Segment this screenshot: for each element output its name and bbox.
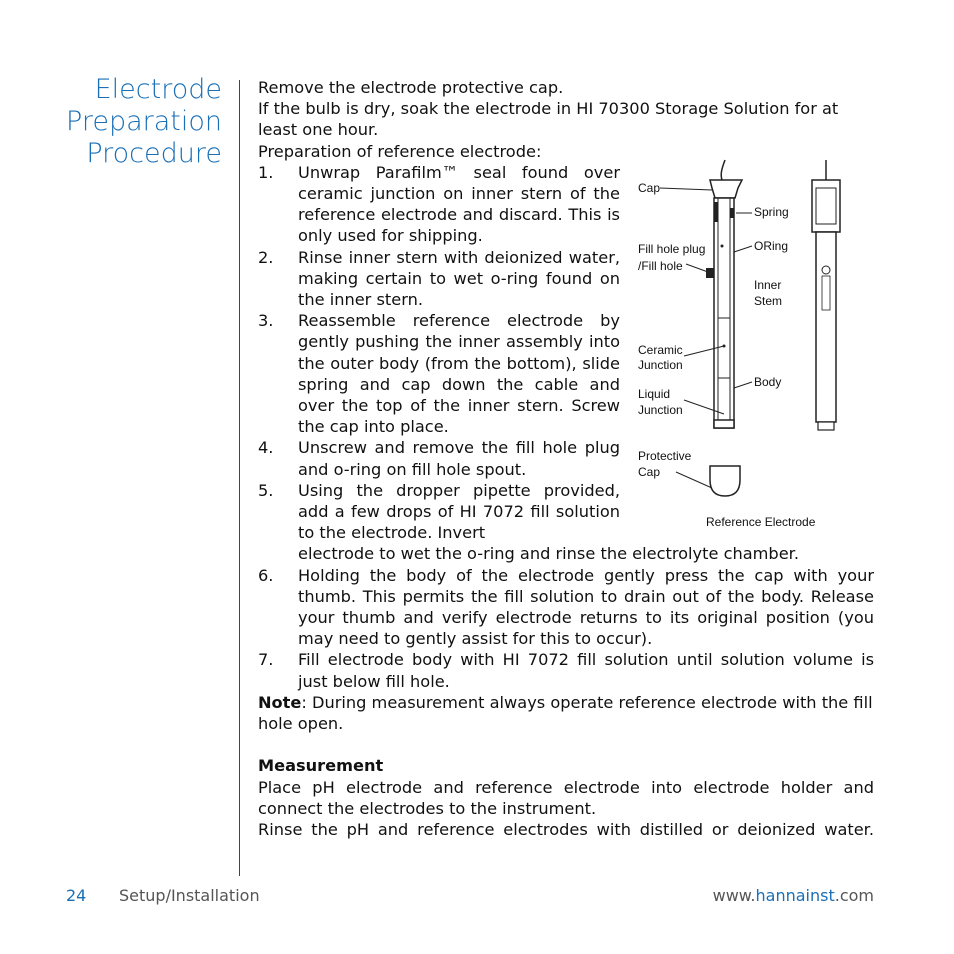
label-cap: Cap <box>638 181 661 195</box>
reference-electrode-diagram <box>630 158 860 538</box>
label-stem: Stem <box>754 294 783 308</box>
measurement-paragraph: Rinse the pH and reference electrodes with distilled or deionized water. <box>258 819 874 839</box>
label-liquid: Liquid <box>638 387 671 401</box>
list-item: 4. Unscrew and remove the fill hole plug and o-ring on fill hole spout. <box>258 438 620 479</box>
footer-section: Setup/Installation <box>119 886 260 905</box>
label-liquid-junction: Junction <box>638 403 683 417</box>
intro-paragraph: Remove the electrode protective cap. <box>258 78 564 97</box>
step-text: Holding the body of the electrode gently press the cap with your thumb. This permits the fill solution to drain out of the body. Release your thumb and verify electrode returns to its original position (you may need to gently assist for this to occur). <box>298 565 874 649</box>
step-text: Fill electrode body with HI 7072 fill solution until solution volume is just below fill hole. <box>298 650 874 691</box>
list-item: 7. Fill electrode body with HI 7072 fill solution until solution volume is just below fill hole. <box>258 650 874 691</box>
list-item: 5. Using the dropper pipette provided, add a few drops of HI 7072 fill solution to the electrode. Invert <box>258 480 620 543</box>
step-text: Unwrap Parafilm™ seal found over ceramic junction on inner stern of the reference electrode and discard. This is only used for shipping. <box>298 162 620 246</box>
protective-cap-shape <box>710 466 740 496</box>
step-text: Unscrew and remove the fill hole plug and o-ring on fill hole spout. <box>298 438 620 479</box>
list-item: 3. Reassemble reference electrode by gently pushing the inner assembly into the outer body (from the bottom), slide spring and cap down the cable and over the top of the inner stern. Screw the cap into place. <box>258 311 620 437</box>
label-fill-hole: /Fill hole <box>638 259 683 273</box>
step-text: electrode to wet the o-ring and rinse the electrolyte chamber. <box>298 544 799 564</box>
label-protective-cap: Cap <box>638 465 661 479</box>
footer-url: www.hannainst.com <box>712 886 874 905</box>
step-text: Reassemble reference electrode by gently pushing the inner assembly into the outer body (from the bottom), slide spring and cap down the cable and over the top of the inner stern. Screw the cap into place. <box>298 311 620 437</box>
heading-line: Preparation <box>66 106 222 137</box>
section-heading <box>60 74 222 170</box>
intro-paragraph: If the bulb is dry, soak the electrode in HI 70300 Storage Solution for at least one hour. <box>258 99 839 140</box>
note-text: : During measurement always operate reference electrode with the fill hole open. <box>258 692 873 734</box>
vertical-divider <box>239 80 240 876</box>
list-item: 1. Unwrap Parafilm™ seal found over ceramic junction on inner stern of the reference electrode and discard. This is only used for shipping. <box>258 162 620 246</box>
step-text: Using the dropper pipette provided, add a few drops of HI 7072 fill solution to the electrode. Invert <box>298 480 620 543</box>
measurement-paragraph: Place pH electrode and reference electrode into electrode holder and connect the electrodes to the instrument. <box>258 777 874 818</box>
heading-line: Electrode <box>94 74 222 105</box>
label-inner: Inner <box>754 278 782 292</box>
label-ceramic: Ceramic <box>638 343 683 357</box>
label-spring: Spring <box>754 205 789 219</box>
step-text: Rinse inner stern with deionized water, making certain to wet o-ring found on the inner stern. <box>298 247 620 310</box>
label-fill-hole-plug: Fill hole plug <box>638 242 706 256</box>
intro-paragraph: Preparation of reference electrode: <box>258 141 542 161</box>
figure-caption: Reference Electrode <box>706 515 816 529</box>
heading-line: Procedure <box>86 138 222 169</box>
note-label: Note <box>258 692 302 712</box>
measurement-title: Measurement <box>258 756 384 776</box>
list-item: 2. Rinse inner stern with deionized water, making certain to wet o-ring found on the inner stern. <box>258 247 620 310</box>
list-item-continued <box>258 543 874 564</box>
list-item: 6. Holding the body of the electrode gently press the cap with your thumb. This permits the fill solution to drain out of the body. Release your thumb and verify electrode returns to its original position (you may need to gently assist for this to occur). <box>258 565 874 649</box>
label-protective: Protective <box>638 449 692 463</box>
label-ceramic-junction: Junction <box>638 358 683 372</box>
page-number: 24 <box>66 886 87 905</box>
note-paragraph <box>258 692 874 734</box>
label-body: Body <box>754 375 782 389</box>
label-oring: ORing <box>754 239 789 253</box>
